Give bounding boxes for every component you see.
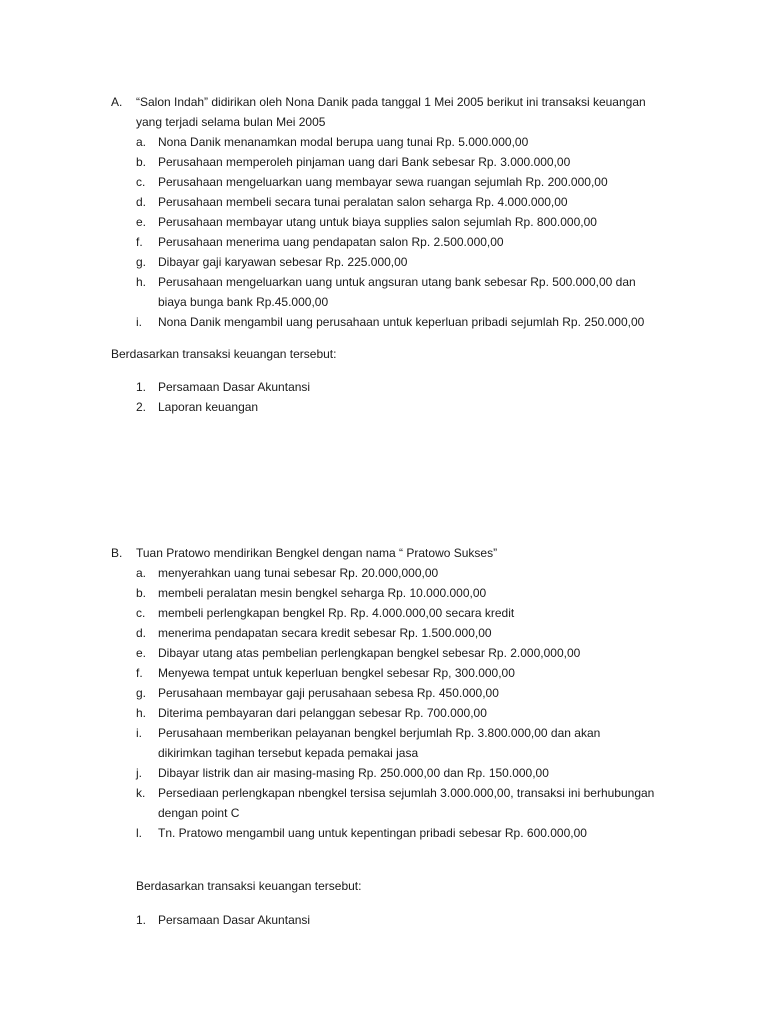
list-item-text: Menyewa tempat untuk keperluan bengkel sebesar Rp, 300.000,00	[158, 666, 515, 680]
list-marker: d.	[136, 626, 147, 640]
list-marker: a.	[136, 566, 147, 580]
list-item-text: membeli peralatan mesin bengkel seharga Rp. 10.000.000,00	[158, 586, 487, 600]
list-item-text: Nona Danik mengambil uang perusahaan untuk keperluan pribadi sejumlah Rp. 250.000,00	[158, 315, 645, 329]
list-marker: g.	[136, 686, 147, 700]
list-marker: c.	[136, 606, 146, 620]
list-marker: i.	[136, 315, 142, 329]
list-item-text: Perusahaan mengeluarkan uang membayar sewa ruangan sejumlah Rp. 200.000,00	[158, 175, 608, 189]
list-marker: f.	[136, 235, 143, 249]
list-marker: b.	[136, 586, 147, 600]
task-text: Laporan keuangan	[158, 400, 259, 414]
list-marker: i.	[136, 726, 142, 740]
list-marker: f.	[136, 666, 143, 680]
list-item-text: Diterima pembayaran dari pelanggan sebesar Rp. 700.000,00	[158, 706, 487, 720]
task-marker: 2.	[136, 400, 147, 414]
list-item-text: Perusahaan memberikan pelayanan bengkel berjumlah Rp. 3.800.000,00 dan akan	[158, 726, 601, 740]
section-b-intro-text: Tuan Pratowo mendirikan Bengkel dengan nama “ Pratowo Sukses”	[136, 546, 498, 560]
section-a-intro-text: yang terjadi selama bulan Mei 2005	[136, 115, 326, 129]
list-marker: h.	[136, 275, 147, 289]
list-marker: b.	[136, 155, 147, 169]
section-a-marker: A.	[111, 95, 123, 109]
list-item-text: Perusahaan menerima uang pendapatan salon Rp. 2.500.000,00	[158, 235, 504, 249]
list-item-text: menyerahkan uang tunai sebesar Rp. 20.000,000,00	[158, 566, 439, 580]
list-item-text: dengan point C	[158, 806, 240, 820]
list-item-text: membeli perlengkapan bengkel Rp. Rp. 4.000.000,00 secara kredit	[158, 606, 515, 620]
list-marker: h.	[136, 706, 147, 720]
list-item-text: Nona Danik menanamkan modal berupa uang tunai Rp. 5.000.000,00	[158, 135, 529, 149]
list-marker: k.	[136, 786, 146, 800]
list-item-text: Perusahaan mengeluarkan uang untuk angsuran utang bank sebesar Rp. 500.000,00 dan	[158, 275, 636, 289]
list-item-text: Perusahaan membeli secara tunai peralatan salon seharga Rp. 4.000.000,00	[158, 195, 568, 209]
list-item-text: biaya bunga bank Rp.45.000,00	[158, 295, 329, 309]
section-b-marker: B.	[111, 546, 123, 560]
list-marker: e.	[136, 646, 147, 660]
task-intro-text: Berdasarkan transaksi keuangan tersebut:	[111, 347, 337, 361]
list-item-text: Dibayar listrik dan air masing-masing Rp. 250.000,00 dan Rp. 150.000,00	[158, 766, 549, 780]
list-item-text: dikirimkan tagihan tersebut kepada pemakai jasa	[158, 746, 419, 760]
list-marker: j.	[136, 766, 142, 780]
list-marker: l.	[136, 826, 142, 840]
list-item-text: Dibayar gaji karyawan sebesar Rp. 225.000,00	[158, 255, 408, 269]
list-marker: d.	[136, 195, 147, 209]
list-item-text: Dibayar utang atas pembelian perlengkapan bengkel sebesar Rp. 2.000,000,00	[158, 646, 581, 660]
task-intro-text: Berdasarkan transaksi keuangan tersebut:	[136, 879, 362, 893]
list-marker: e.	[136, 215, 147, 229]
list-item-text: Persediaan perlengkapan nbengkel tersisa sejumlah 3.000.000,00, transaksi ini berhubungan	[158, 786, 655, 800]
list-marker: g.	[136, 255, 147, 269]
list-item-text: Perusahaan membayar gaji perusahaan sebesa Rp. 450.000,00	[158, 686, 499, 700]
task-text: Persamaan Dasar Akuntansi	[158, 380, 311, 394]
list-marker: a.	[136, 135, 147, 149]
list-item-text: Perusahaan membayar utang untuk biaya supplies salon sejumlah Rp. 800.000,00	[158, 215, 597, 229]
list-item-text: Tn. Pratowo mengambil uang untuk kepentingan pribadi sebesar Rp. 600.000,00	[158, 826, 587, 840]
list-item-text: Perusahaan memperoleh pinjaman uang dari Bank sebesar Rp. 3.000.000,00	[158, 155, 571, 169]
section-a-intro-text: “Salon Indah” didirikan oleh Nona Danik pada tanggal 1 Mei 2005 berikut ini transaksi keuangan	[136, 95, 646, 109]
task-marker: 1.	[136, 380, 147, 394]
list-marker: c.	[136, 175, 146, 189]
task-marker: 1.	[136, 913, 147, 927]
task-text: Persamaan Dasar Akuntansi	[158, 913, 311, 927]
list-item-text: menerima pendapatan secara kredit sebesar Rp. 1.500.000,00	[158, 626, 492, 640]
